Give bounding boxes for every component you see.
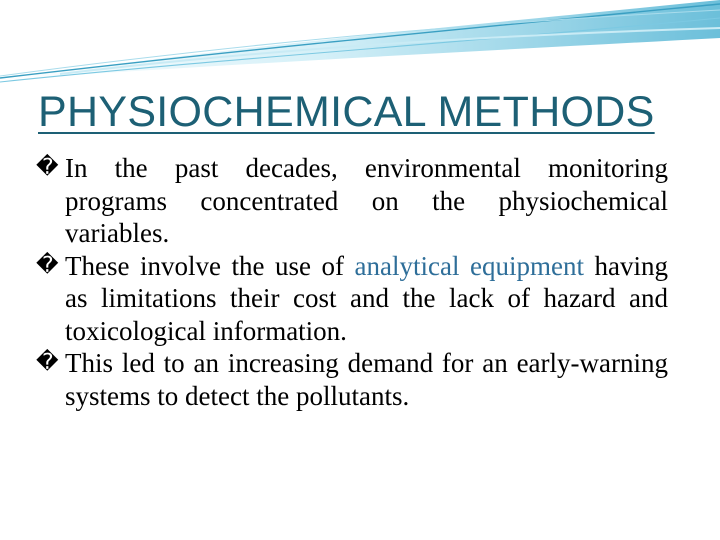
bullet-glyph: � bbox=[36, 252, 59, 278]
bullet-item bbox=[36, 250, 668, 348]
slide-body bbox=[36, 152, 668, 412]
bullet-text: In the past decades, environmental monitoring programs concentrated on the physiochemical variables. bbox=[65, 153, 668, 248]
bullet-item bbox=[36, 347, 668, 412]
slide-title: PHYSIOCHEMICAL METHODS bbox=[38, 88, 655, 136]
header-wave-decoration bbox=[0, 0, 720, 90]
highlighted-term: analytical equipment bbox=[354, 250, 584, 281]
bullet-item bbox=[36, 152, 668, 250]
bullet-text: This led to an increasing demand for an early-warning systems to detect the pollutants. bbox=[65, 348, 668, 411]
bullet-glyph: � bbox=[36, 350, 59, 375]
bullet-glyph: � bbox=[36, 155, 59, 180]
bullet-text-end: having as limitations their cost and the lack of hazard and toxicological information. bbox=[65, 250, 668, 346]
bullet-text-start: These involve the use of bbox=[65, 250, 355, 281]
